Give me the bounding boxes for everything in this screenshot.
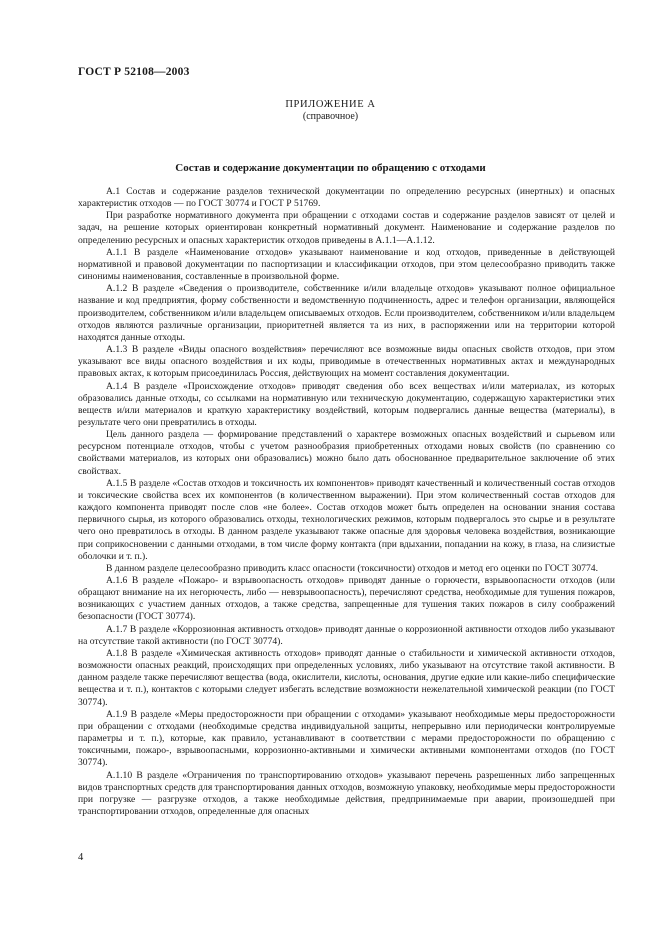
paragraph: Цель данного раздела — формирование представлений о характере возможных опасных воздействий и сырьевом или ресурсном потенциале отходов, чтобы с учетом разнообразия приобретенных отходами новых свойств (по сравнению со свойствами материалов, из которых они образовались) можно было дать обоснованное предварительное заключение об этих свойствах. <box>78 429 615 477</box>
paragraph: А.1 Состав и содержание разделов технической документации по определению ресурсных (инертных) и опасных характеристик отходов — по ГОСТ 30774 и ГОСТ Р 51769. <box>78 186 615 210</box>
paragraph: При разработке нормативного документа при обращении с отходами состав и содержание разделов зависят от целей и задач, на решение которых ориентирован конкретный нормативный документ. Наименование и содержание разделов по определению ресурсных и опасных характеристик отходов приведены в А.1.1—А.1.12. <box>78 210 615 246</box>
document-header: ГОСТ Р 52108—2003 <box>78 66 190 78</box>
paragraph: А.1.4 В разделе «Происхождение отходов» приводят сведения обо всех веществах и/или материалах, из которых образовались данные отходы, со ссылками на нормативную или техническую документацию, содержащую характеристики этих веществ и/или материалов и краткую характеристику воздействий, которым подвергались данные вещества (материалы), в результате чего они превратились в отходы. <box>78 380 615 428</box>
paragraph: А.1.8 В разделе «Химическая активность отходов» приводят данные о стабильности и химической активности отходов, возможности опасных реакций, происходящих при определенных условиях, либо указывают на отсутствие такой активности. В данном разделе также перечисляют вещества (вода, окислители, кислоты, основания, другие едкие или какие-либо специфические вещества и т. п.), контактов с которыми следует избегать вследствие возможности нежелательной химической реакции (по ГОСТ 30774). <box>78 647 615 708</box>
paragraph: В данном разделе целесообразно приводить класс опасности (токсичности) отходов и метод его оценки по ГОСТ 30774. <box>106 562 598 574</box>
section-title: Состав и содержание документации по обращению с отходами <box>175 162 486 174</box>
paragraph: А.1.10 В разделе «Ограничения по транспортированию отходов» указывают перечень разрешенных либо запрещенных видов транспортных средств для транспортирования данных отходов, возможную упаковку, необходимые меры предосторожности при погрузке — разгрузке отходов, а также необходимые действия, предпринимаемые при аварии, произошедшей при транспортировании отходов, определенные для опасных <box>78 769 615 817</box>
document-body <box>78 186 615 818</box>
appendix-title: ПРИЛОЖЕНИЕ А <box>285 99 376 110</box>
appendix-subtitle: (справочное) <box>302 111 359 122</box>
paragraph: А.1.6 В разделе «Пожаро- и взрывоопасность отходов» приводят данные о горючести, взрывоопасности отходов (или обращают внимание на их негорючесть, либо — невзрывоопасность), перечисляют средства, необходимые для тушения пожаров, возникающих с участием данных отходов, а также средства, запрещенные для тушения таких пожаров в силу соображений безопасности (ГОСТ 30774). <box>78 575 615 623</box>
paragraph: А.1.3 В разделе «Виды опасного воздействия» перечисляют все возможные виды опасных свойств отходов, при этом указывают все виды опасного воздействия и их коды, приводимые в отечественных нормативных актах и международных правовых актах, к которым присоединилась Россия, действующих на момент составления документации. <box>78 344 615 380</box>
paragraph: А.1.2 В разделе «Сведения о производителе, собственнике и/или владельце отходов» указывают полное официальное название и код предприятия, форму собственности и ведомственную подчиненность, адрес и телефон организации, являющейся производителем, собственником и/или владельцем описываемых отходов. Если производителем, собственником и/или владельцем отходов являются различные организации, приоритетней является та из них, в распоряжении или на территории которой находятся данные отходы. <box>78 283 615 343</box>
paragraph: А.1.1 В разделе «Наименование отходов» указывают наименование и код отходов, приведенные в действующей нормативной и правовой документации по паспортизации и классификации отходов, при этом целесообразно приводить также синонимы наименования, составленные в произвольной форме. <box>78 246 615 283</box>
paragraph: А.1.5 В разделе «Состав отходов и токсичность их компонентов» приводят качественный и количественный состав отходов и токсические свойства всех их компонентов (в количественном выражении). При этом количественный состав отходов для каждого компонента приводят после слов «не более». Состав отходов может быть определен на основании знания состава первичного сырья, из которого образовались отходы, технологических режимов, которым подвергалось это сырье и в результате чего оно превратилось в отходы. В данном разделе указывают также опасные для здоровья человека воздействия, возникающие при соприкосновении с данными отходами, в том числе форму контакта (при вдыхании, попадании на кожу, в глаза, на слизистые оболочки и т. п.). <box>78 477 615 562</box>
page-number: 4 <box>78 852 84 863</box>
paragraph: А.1.7 В разделе «Коррозионная активность отходов» приводят данные о коррозионной активности отходов либо указывают на отсутствие такой активности (по ГОСТ 30774). <box>78 623 615 647</box>
paragraph: А.1.9 В разделе «Меры предосторожности при обращении с отходами» указывают необходимые меры предосторожности при обращении с отходами (необходимые средства индивидуальной защиты, непрерывно или периодически контролируемые параметры и т. п.), которые, как правило, устанавливают в соответствии с мерами предосторожности по обращению с токсичными, пожаро-, взрывоопасными, коррозионно-активными и химически активными компонентами отходов (по ГОСТ 30774). <box>78 708 615 769</box>
